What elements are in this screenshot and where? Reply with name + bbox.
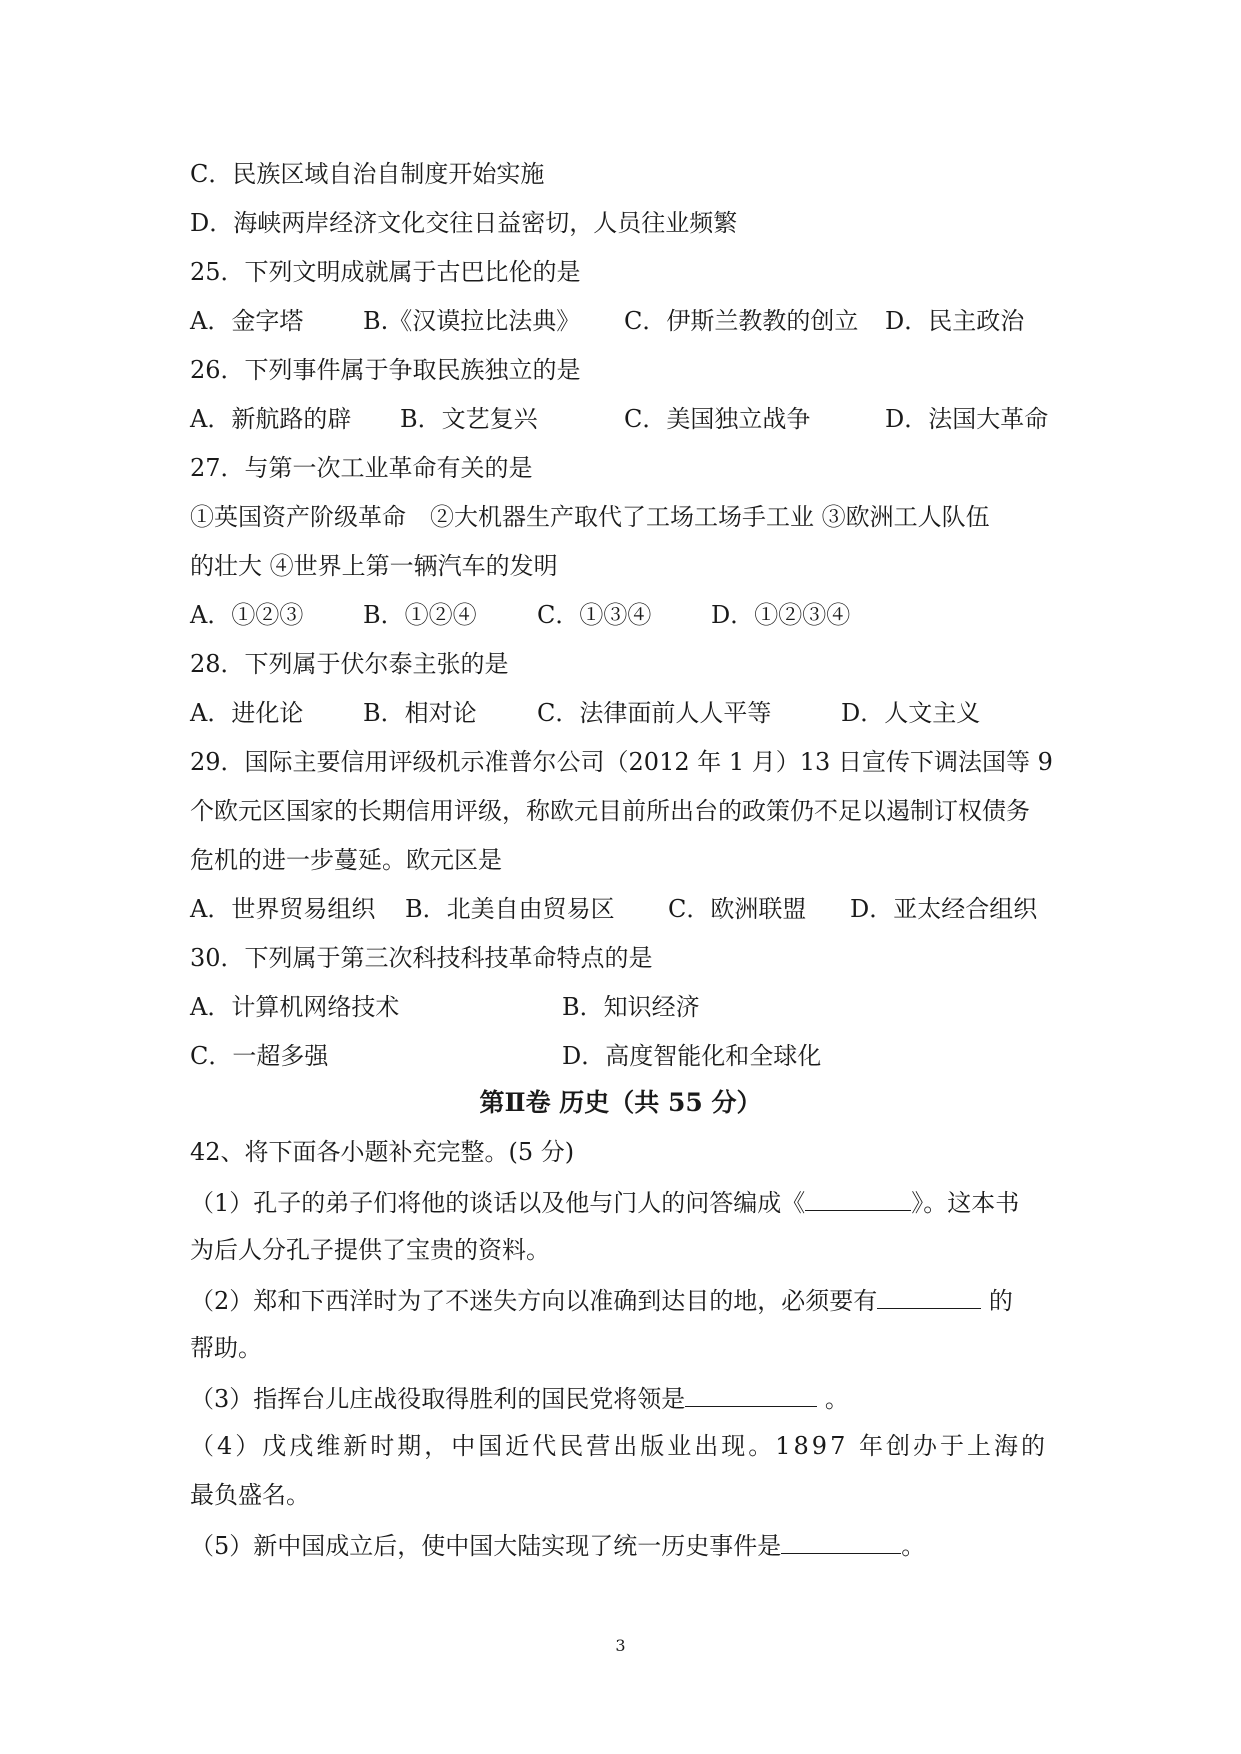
- option-b: B．文艺复兴: [400, 405, 538, 433]
- option-b: B．①②④: [363, 601, 477, 629]
- option-d: D．民主政治: [885, 307, 1025, 335]
- question-27-statement-line-1: ①英国资产阶级革命 ②大机器生产取代了工场工场手工业 ③欧洲工人队伍: [190, 503, 990, 531]
- option-b: B．相对论: [363, 699, 477, 727]
- page-number: 3: [615, 1636, 626, 1655]
- part-3-text-end: 。: [817, 1385, 849, 1413]
- part-5-text: （5）新中国成立后，使中国大陆实现了统一历史事件是: [190, 1532, 782, 1560]
- option-c: C．一超多强: [190, 1042, 329, 1070]
- question-30: 30．下列属于第三次科技科技革命特点的是: [190, 944, 653, 972]
- option-d: D．①②③④: [711, 601, 851, 629]
- answer-blank-3[interactable]: [685, 1382, 817, 1407]
- option-d: D．人文主义: [841, 699, 981, 727]
- part-3-text: （3）指挥台儿庄战役取得胜利的国民党将领是: [190, 1385, 686, 1413]
- question-29-line-1: 29．国际主要信用评级机示准普尔公司（2012 年 1 月）13 日宣传下调法国等 9: [190, 748, 1053, 776]
- option-a: A．世界贸易组织: [190, 895, 376, 923]
- question-25: 25．下列文明成就属于古巴比伦的是: [190, 258, 581, 286]
- part-5-text-end: 。: [901, 1532, 926, 1560]
- question-29-line-3: 危机的进一步蔓延。欧元区是: [190, 846, 502, 874]
- option-a: A．①②③: [190, 601, 304, 629]
- question-28: 28．下列属于伏尔泰主张的是: [190, 650, 509, 678]
- option-d: D．亚太经合组织: [850, 895, 1038, 923]
- question-42: 42、将下面各小题补充完整。(5 分): [190, 1138, 575, 1166]
- part-2-text-end: 的: [981, 1287, 1013, 1315]
- question-42-part-5: [190, 1529, 925, 1561]
- part-1-text: （1）孔子的弟子们将他的谈话以及他与门人的问答编成《: [190, 1189, 806, 1217]
- option-d-previous: D．海峡两岸经济文化交往日益密切，人员往业频繁: [190, 209, 738, 237]
- option-c: C．①③④: [537, 601, 652, 629]
- part-2-text: （2）郑和下西洋时为了不迷失方向以准确到达目的地，必须要有: [190, 1287, 878, 1315]
- question-27-statement-line-2: 的壮大 ④世界上第一辆汽车的发明: [190, 552, 558, 580]
- section-title: 第Ⅱ卷 历史（共 55 分）: [479, 1088, 762, 1117]
- answer-blank-2[interactable]: [877, 1284, 981, 1309]
- option-a: A．新航路的辟: [190, 405, 352, 433]
- answer-blank-1[interactable]: [805, 1186, 911, 1211]
- option-c: C．伊斯兰教教的创立: [624, 307, 859, 335]
- option-d: D．法国大革命: [885, 405, 1049, 433]
- option-a: A．计算机网络技术: [190, 993, 400, 1021]
- option-c: C．美国独立战争: [624, 405, 811, 433]
- question-27: 27．与第一次工业革命有关的是: [190, 454, 533, 482]
- question-26: 26．下列事件属于争取民族独立的是: [190, 356, 581, 384]
- option-c: C．欧洲联盟: [668, 895, 807, 923]
- option-b: B.《汉谟拉比法典》: [363, 307, 581, 335]
- option-a: A．金字塔: [190, 307, 304, 335]
- option-b: B．北美自由贸易区: [405, 895, 615, 923]
- question-42-part-4-cont: 最负盛名。: [190, 1481, 310, 1509]
- option-a: A．进化论: [190, 699, 304, 727]
- question-42-part-3: [190, 1382, 849, 1414]
- question-42-part-1-cont: 为后人分孔子提供了宝贵的资料。: [190, 1236, 550, 1264]
- option-d: D．高度智能化和全球化: [562, 1042, 822, 1070]
- question-42-part-4: （4）戊戌维新时期，中国近代民营出版业出现。1897 年创办于上海的: [190, 1432, 1048, 1460]
- option-c-previous: C．民族区域自治自制度开始实施: [190, 160, 545, 188]
- answer-blank-5[interactable]: [781, 1529, 901, 1554]
- option-c: C．法律面前人人平等: [537, 699, 772, 727]
- option-b: B．知识经济: [562, 993, 700, 1021]
- question-29-line-2: 个欧元区国家的长期信用评级，称欧元目前所出台的政策仍不足以遏制订权债务: [190, 797, 1030, 825]
- question-42-part-1: [190, 1186, 1019, 1218]
- part-1-text-end: 》。这本书: [911, 1189, 1020, 1217]
- question-42-part-2-cont: 帮助。: [190, 1334, 262, 1362]
- question-42-part-2: [190, 1284, 1013, 1316]
